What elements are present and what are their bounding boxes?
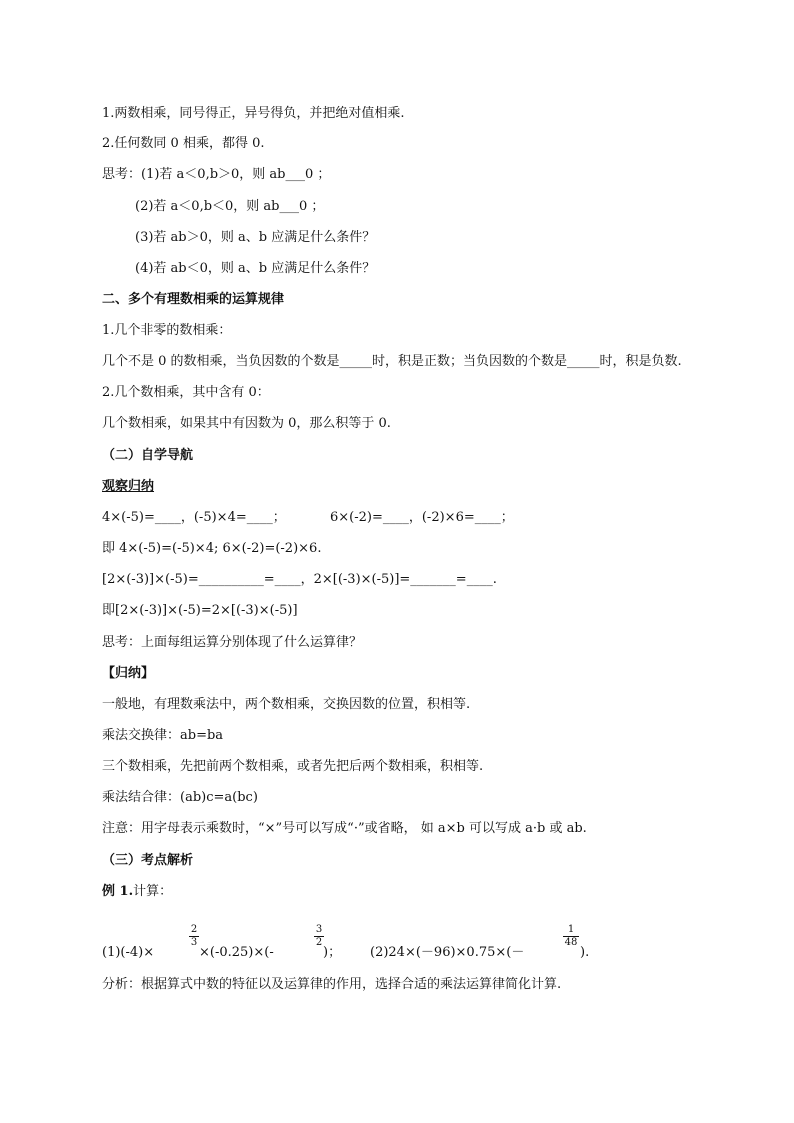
- part-3-title: （三）考点解析: [102, 853, 194, 868]
- note: 注意：用字母表示乘数时，“×”号可以写成“·”或省略， 如 a×b 可以写成 a·b 或 ab.: [102, 821, 587, 836]
- observe-line-4: 即[2×(-3)]×(-5)=2×[(-3)×(-5)]: [102, 603, 298, 618]
- s2-item-2: 2.几个数相乘，其中含有 0：: [102, 385, 270, 400]
- observe-line-2: 即 4×(-5)=(-5)×4; 6×(-2)=(-2)×6.: [102, 541, 322, 556]
- example-part-1-mid: ×(-0.25)×(-: [199, 945, 274, 960]
- observe-title: 观察归纳: [102, 479, 155, 494]
- rule-1: 1.两数相乘，同号得正，异号得负，并把绝对值相乘.: [102, 106, 405, 121]
- s2-item-1: 1.几个非零的数相乘：: [102, 323, 232, 338]
- fraction-numerator: 3: [315, 924, 323, 935]
- example-label: 例 1.: [102, 884, 134, 899]
- think-4: (4)若 ab＜0，则 a、b 应满足什么条件？: [135, 261, 376, 276]
- section-2-title: 二、多个有理数相乘的运算规律: [102, 292, 285, 307]
- fraction-two-thirds: [189, 925, 199, 948]
- fraction-denominator: 2: [315, 937, 323, 948]
- observe-line-1b: 6×(-2)=____，(-2)×6=____；: [330, 510, 514, 525]
- fraction-numerator: 2: [190, 924, 198, 935]
- example-1-heading: [102, 884, 172, 900]
- example-part-2-end: ).: [580, 945, 590, 960]
- associative-law: 乘法结合律：(ab)c=a(bc): [102, 790, 258, 805]
- observe-line-1a: 4×(-5)=____，(-5)×4=____；: [102, 510, 286, 525]
- fraction-one-over-48: [563, 925, 579, 948]
- analysis: 分析：根据算式中数的特征以及运算律的作用，选择合适的乘法运算律简化计算.: [102, 977, 562, 992]
- observe-think: 思考：上面每组运算分别体现了什么运算律？: [102, 635, 363, 650]
- fraction-denominator: 3: [190, 937, 198, 948]
- commutative-law: 乘法交换律：ab=ba: [102, 728, 224, 743]
- think-3: (3)若 ab＞0，则 a、b 应满足什么条件？: [135, 230, 376, 245]
- example-part-2-start: (2)24×(－96)×0.75×(－: [370, 945, 525, 960]
- example-text: 计算：: [133, 884, 173, 899]
- part-2-title: （二）自学导航: [102, 448, 194, 463]
- s2-item-2-text: 几个数相乘，如果其中有因数为 0，那么积等于 0.: [102, 416, 391, 431]
- rule-2: 2.任何数同 0 相乘，都得 0.: [102, 136, 265, 151]
- summary-2: 三个数相乘，先把前两个数相乘，或者先把后两个数相乘，积相等.: [102, 759, 484, 774]
- example-part-1-start: (1)(-4)×: [102, 945, 155, 960]
- summary-1: 一般地，有理数乘法中，两个数相乘，交换因数的位置，积相等.: [102, 697, 471, 712]
- think-1: 思考：(1)若 a＜0,b＞0，则 ab___0 ；: [102, 167, 331, 182]
- fraction-numerator: 1: [567, 924, 575, 935]
- summary-title: 【归纳】: [102, 666, 155, 681]
- observe-line-3: [2×(-3)]×(-5)=__________=____，2×[(-3)×(-5)]=_______=____.: [102, 572, 497, 587]
- fraction-denominator: 48: [564, 937, 578, 948]
- s2-item-1-text: 几个不是 0 的数相乘，当负因数的个数是_____时，积是正数；当负因数的个数是_____时，积是负数.: [102, 354, 682, 369]
- example-part-1-end: )；: [323, 945, 342, 960]
- think-2: (2)若 a＜0,b＜0，则 ab___0 ；: [135, 199, 325, 214]
